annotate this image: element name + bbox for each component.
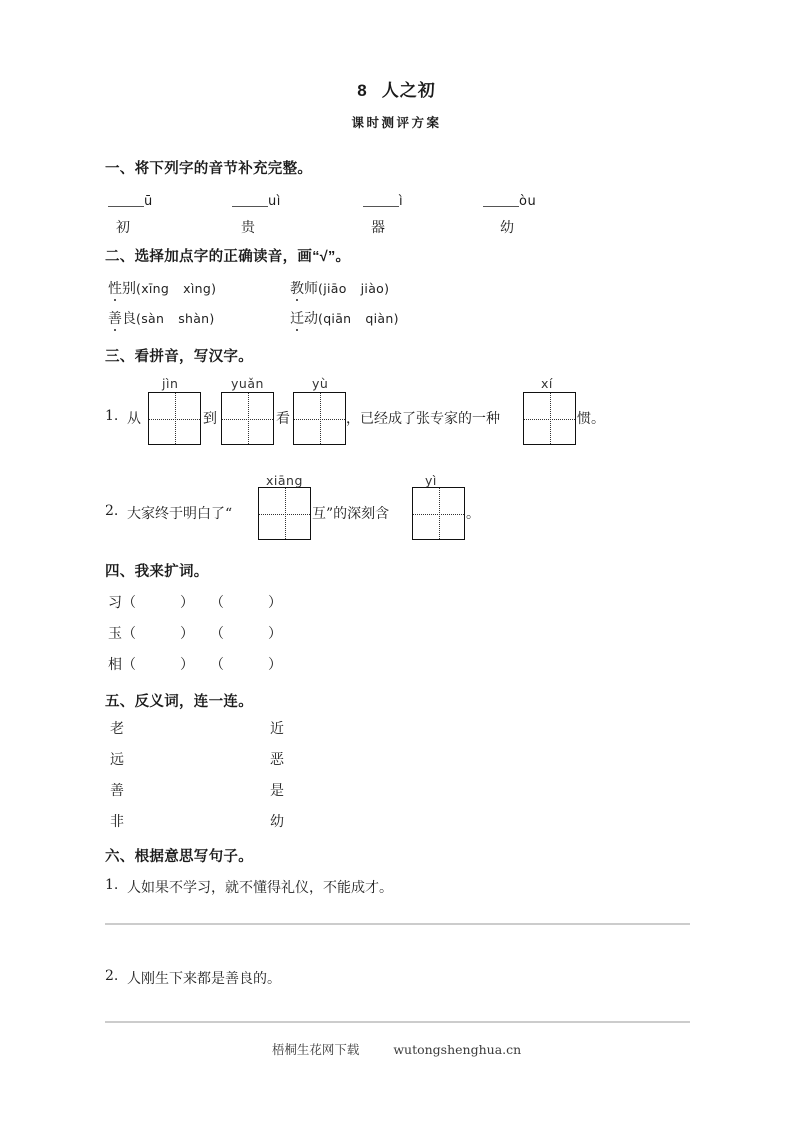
paren-close: ） bbox=[180, 657, 194, 673]
footer-source: 梧桐生花网下载 bbox=[271, 1042, 360, 1057]
word-rest: 动 bbox=[304, 311, 318, 327]
dotted-char: 善 bbox=[108, 308, 122, 328]
section-6-item-0-text: 人如果不学习，就不懂得礼仪，不能成才。 bbox=[127, 880, 393, 896]
section-3-q1-number: 1. bbox=[105, 408, 119, 424]
match-right-2[interactable]: 是 bbox=[270, 783, 284, 799]
section-1-blank-1[interactable] bbox=[232, 190, 281, 209]
section-3-heading: 三、看拼音，写汉字。 bbox=[105, 349, 253, 365]
section-3-q2-pinyin-1: yì bbox=[425, 473, 437, 488]
choice-a[interactable]: sàn bbox=[141, 311, 165, 326]
word-rest: 师 bbox=[304, 281, 318, 297]
choice-b[interactable]: xìng bbox=[183, 281, 212, 296]
section-3-q1-seg-1: 从 bbox=[127, 411, 141, 427]
section-5-heading: 五、反义词，连一连。 bbox=[105, 694, 253, 710]
section-4-row-2[interactable] bbox=[108, 654, 282, 674]
dotted-char: 性 bbox=[108, 278, 122, 298]
section-3-q1-seg-2: 到 bbox=[203, 411, 217, 427]
match-left-0[interactable]: 老 bbox=[110, 721, 124, 737]
section-3-q1-pinyin-1: yuǎn bbox=[231, 376, 264, 391]
section-4-row-0[interactable] bbox=[108, 592, 282, 612]
section-3-q2-seg-3: 。 bbox=[466, 506, 480, 522]
pinyin-blank-line[interactable] bbox=[483, 193, 519, 207]
page-subtitle: 课时测评方案 bbox=[351, 116, 442, 130]
box-horizontal-guide bbox=[294, 419, 345, 420]
section-1-heading: 一、将下列字的音节补充完整。 bbox=[105, 161, 313, 177]
tianzige-box-yu[interactable] bbox=[293, 392, 346, 445]
section-1-hanzi-3: 幼 bbox=[500, 220, 514, 236]
pinyin-final-2: ì bbox=[399, 194, 404, 209]
paren-open: （ bbox=[122, 657, 136, 673]
match-left-1[interactable]: 远 bbox=[110, 752, 124, 768]
section-2-item-1[interactable] bbox=[290, 278, 389, 298]
paren-open: （ bbox=[210, 595, 224, 611]
lesson-title: 人之初 bbox=[381, 81, 436, 100]
dotted-char: 教 bbox=[290, 278, 304, 298]
tianzige-box-jin[interactable] bbox=[148, 392, 201, 445]
choice-b[interactable]: jiào bbox=[360, 281, 385, 296]
section-6-item-1-text: 人刚生下来都是善良的。 bbox=[127, 971, 281, 987]
paren-open: （ bbox=[122, 626, 136, 642]
section-3-q1-pinyin-3: xí bbox=[541, 376, 553, 391]
section-6-item-0-number: 1. bbox=[105, 877, 119, 893]
match-right-1[interactable]: 恶 bbox=[270, 752, 284, 768]
word-rest: 别 bbox=[122, 281, 136, 297]
footer-site[interactable]: wutongshenghua.cn bbox=[393, 1042, 522, 1057]
section-6-item-1-number: 2. bbox=[105, 968, 119, 984]
pinyin-final-0: ū bbox=[144, 194, 153, 209]
section-2-item-0[interactable] bbox=[108, 278, 216, 298]
paren-close: ） bbox=[268, 657, 282, 673]
section-3-q1-pinyin-0: jìn bbox=[162, 376, 179, 391]
section-1-blank-3[interactable] bbox=[483, 190, 536, 209]
pinyin-blank-line[interactable] bbox=[363, 193, 399, 207]
section-1-blank-2[interactable] bbox=[363, 190, 403, 209]
match-right-3[interactable]: 幼 bbox=[270, 814, 284, 830]
paren-close: ） bbox=[180, 595, 194, 611]
tianzige-box-yi[interactable] bbox=[412, 487, 465, 540]
section-4-heading: 四、我来扩词。 bbox=[105, 564, 209, 580]
section-2-item-3[interactable] bbox=[290, 308, 399, 328]
choice-a[interactable]: jiāo bbox=[323, 281, 347, 296]
reading-choices[interactable]: (jiāo jiào) bbox=[318, 281, 390, 296]
section-3-q2-seg-1: 大家终于明白了“ bbox=[127, 506, 233, 522]
match-left-2[interactable]: 善 bbox=[110, 783, 124, 799]
section-6-heading: 六、根据意思写句子。 bbox=[105, 849, 253, 865]
tianzige-box-xiang[interactable] bbox=[258, 487, 311, 540]
base-char: 习 bbox=[108, 595, 122, 611]
base-char: 玉 bbox=[108, 626, 122, 642]
paren-close: ） bbox=[268, 595, 282, 611]
section-2-heading: 二、选择加点字的正确读音，画“√”。 bbox=[105, 249, 351, 265]
reading-choices[interactable]: (xīng xìng) bbox=[136, 281, 217, 296]
section-3-q1-seg-3: 看 bbox=[276, 411, 290, 427]
pinyin-final-3: òu bbox=[519, 194, 537, 209]
box-horizontal-guide bbox=[149, 419, 200, 420]
paren-open: （ bbox=[122, 595, 136, 611]
box-horizontal-guide bbox=[413, 514, 464, 515]
paren-open: （ bbox=[210, 657, 224, 673]
paren-close: ） bbox=[268, 626, 282, 642]
section-1-hanzi-1: 贵 bbox=[241, 220, 255, 236]
section-3-q1-seg-5: 惯。 bbox=[577, 411, 605, 427]
section-2-item-2[interactable] bbox=[108, 308, 215, 328]
section-3-q1-pinyin-2: yù bbox=[312, 376, 329, 391]
section-3-q2-number: 2. bbox=[105, 503, 119, 519]
lesson-number: 8 bbox=[357, 81, 368, 100]
section-4-row-1[interactable] bbox=[108, 623, 282, 643]
reading-choices[interactable]: (sàn shàn) bbox=[136, 311, 215, 326]
section-1-hanzi-0: 初 bbox=[116, 220, 130, 236]
pinyin-blank-line[interactable] bbox=[108, 193, 144, 207]
choice-a[interactable]: xīng bbox=[141, 281, 170, 296]
section-3-q2-pinyin-0: xiāng bbox=[266, 473, 303, 488]
match-right-0[interactable]: 近 bbox=[270, 721, 284, 737]
tianzige-box-yuan[interactable] bbox=[221, 392, 274, 445]
tianzige-box-xi[interactable] bbox=[523, 392, 576, 445]
reading-choices[interactable]: (qiān qiàn) bbox=[318, 311, 399, 326]
dotted-char: 迁 bbox=[290, 308, 304, 328]
answer-line-1[interactable] bbox=[105, 1021, 690, 1023]
choice-a[interactable]: qiān bbox=[323, 311, 352, 326]
word-rest: 良 bbox=[122, 311, 136, 327]
section-1-hanzi-2: 器 bbox=[371, 220, 385, 236]
box-horizontal-guide bbox=[259, 514, 310, 515]
choice-b[interactable]: qiàn bbox=[365, 311, 394, 326]
paren-close: ） bbox=[180, 626, 194, 642]
section-3-q2-seg-2: 互”的深刻含 bbox=[312, 506, 390, 522]
answer-line-0[interactable] bbox=[105, 923, 690, 925]
base-char: 相 bbox=[108, 657, 122, 673]
section-1-blank-0[interactable] bbox=[108, 190, 153, 209]
box-horizontal-guide bbox=[222, 419, 273, 420]
page-title bbox=[0, 76, 793, 101]
pinyin-final-1: uì bbox=[268, 194, 281, 209]
box-horizontal-guide bbox=[524, 419, 575, 420]
section-3-q1-seg-4: ，已经成了张专家的一种 bbox=[346, 411, 500, 427]
match-left-3[interactable]: 非 bbox=[110, 814, 124, 830]
pinyin-blank-line[interactable] bbox=[232, 193, 268, 207]
choice-b[interactable]: shàn bbox=[178, 311, 210, 326]
paren-open: （ bbox=[210, 626, 224, 642]
footer bbox=[0, 1040, 793, 1058]
